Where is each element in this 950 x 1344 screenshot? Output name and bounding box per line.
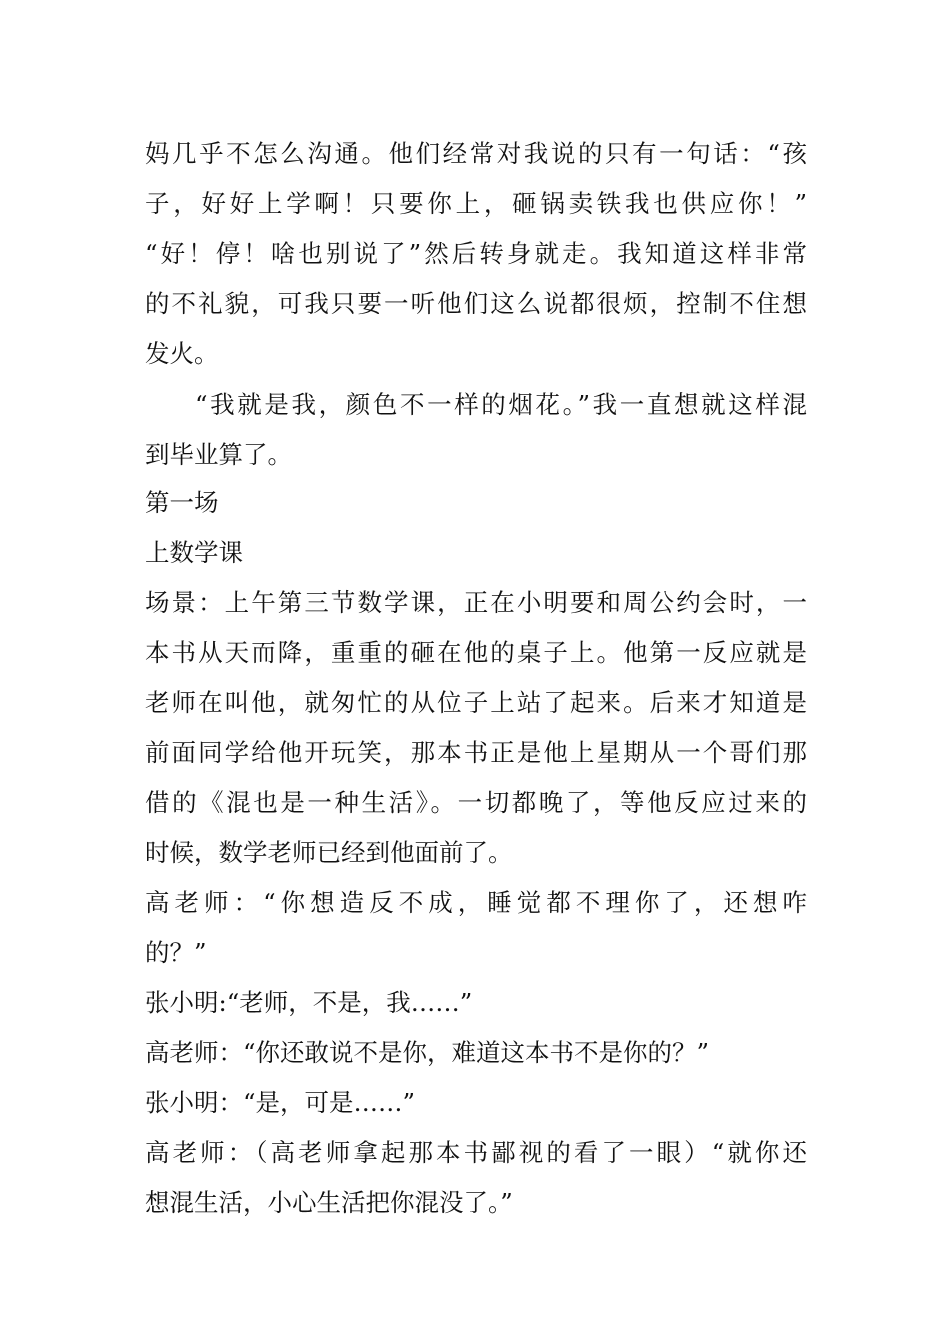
scene-line: 前面同学给他开玩笑，那本书正是他上星期从一个哥们那: [145, 738, 807, 767]
scene-line: 场景：上午第三节数学课，正在小明要和周公约会时，一: [145, 588, 807, 617]
text-line: 子，好好上学啊！只要你上，砸锅卖铁我也供应你！”: [145, 189, 807, 218]
dialogue-line: 高老师：“你想造反不成，睡觉都不理你了，还想咋: [145, 888, 807, 917]
text-line: 的不礼貌，可我只要一听他们这么说都很烦，控制不住想: [145, 289, 807, 318]
text-line: “好！停！啥也别说了”然后转身就走。我知道这样非常: [145, 239, 807, 268]
dialogue-line: 的？”: [145, 938, 207, 967]
scene-line: 时候，数学老师已经到他面前了。: [145, 838, 513, 867]
text-line: 妈几乎不怎么沟通。他们经常对我说的只有一句话：“孩: [145, 139, 807, 168]
dialogue-line: 高老师：“你还敢说不是你，难道这本书不是你的？”: [145, 1038, 710, 1067]
paragraph-fireworks: [145, 380, 807, 480]
scene-line: 本书从天而降，重重的砸在他的桌子上。他第一反应就是: [145, 638, 807, 667]
scene-line: 借的《混也是一种生活》。一切都晚了，等他反应过来的: [145, 788, 807, 817]
scene-heading: 第一场: [145, 488, 219, 517]
scene-line: 老师在叫他，就匆忙的从位子上站了起来。后来才知道是: [145, 688, 807, 717]
text-line: “我就是我，颜色不一样的烟花。”我一直想就这样混: [195, 390, 807, 419]
paragraph-parents: [145, 129, 807, 379]
text-line: 到毕业算了。: [145, 440, 292, 469]
scene-title: 上数学课: [145, 538, 243, 567]
dialogue-line: 高老师：（高老师拿起那本书鄙视的看了一眼）“就你还: [145, 1138, 807, 1167]
dialogue-line: 想混生活，小心生活把你混没了。”: [145, 1188, 513, 1217]
dialogue-line: 张小明：“是，可是……”: [145, 1088, 416, 1117]
dialogue-line: 张小明:“老师，不是，我……”: [145, 988, 473, 1017]
text-line: 发火。: [145, 339, 219, 368]
